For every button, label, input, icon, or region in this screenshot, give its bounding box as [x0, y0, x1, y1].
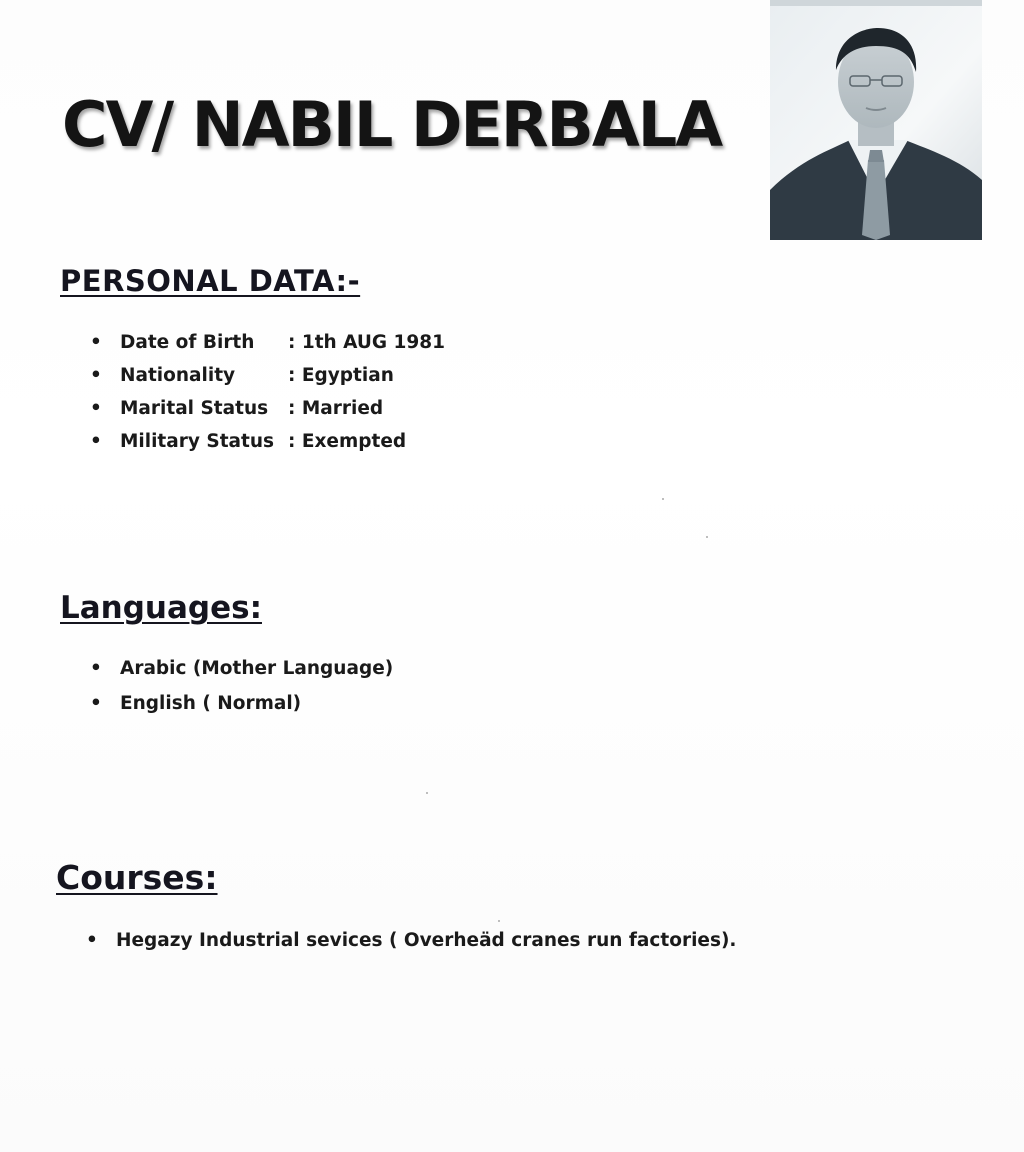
- field-value: : Exempted: [288, 431, 407, 452]
- scan-speck: [498, 920, 500, 922]
- bullet-icon: •: [86, 930, 98, 951]
- field-label: Nationality: [120, 365, 236, 386]
- portrait-photo-icon: [770, 0, 982, 240]
- language-item: Arabic (Mother Language): [120, 658, 394, 679]
- list-item: [88, 431, 445, 464]
- field-value: : Married: [288, 398, 384, 419]
- list-item: [88, 693, 393, 728]
- personal-data-heading: PERSONAL DATA:-: [60, 264, 361, 298]
- field-value: : Egyptian: [288, 365, 394, 386]
- field-value: : 1th AUG 1981: [288, 332, 446, 353]
- bullet-icon: •: [90, 332, 102, 353]
- personal-data-list: [88, 332, 445, 464]
- bullet-icon: •: [90, 658, 102, 679]
- scan-speck: [662, 498, 664, 500]
- scan-speck: [706, 536, 708, 538]
- list-item: [88, 398, 445, 431]
- bullet-icon: •: [90, 365, 102, 386]
- course-item: Hegazy Industrial sevices ( Overheäd cranes run factories).: [116, 930, 737, 951]
- bullet-icon: •: [90, 693, 102, 714]
- list-item: [84, 930, 736, 960]
- languages-heading: Languages:: [60, 590, 262, 626]
- bullet-icon: •: [90, 398, 102, 419]
- language-item: English ( Normal): [120, 693, 302, 714]
- courses-heading: Courses:: [56, 858, 218, 897]
- field-label: Military Status: [120, 431, 275, 452]
- list-item: [88, 332, 445, 365]
- bullet-icon: •: [90, 431, 102, 452]
- list-item: [88, 658, 393, 693]
- field-label: Marital Status: [120, 398, 269, 419]
- field-label: Date of Birth: [120, 332, 255, 353]
- courses-list: [84, 930, 736, 960]
- scan-speck: [426, 792, 428, 794]
- portrait-photo: [770, 0, 982, 240]
- list-item: [88, 365, 445, 398]
- languages-list: [88, 658, 393, 728]
- page-title: CV/ NABIL DERBALA: [62, 88, 722, 161]
